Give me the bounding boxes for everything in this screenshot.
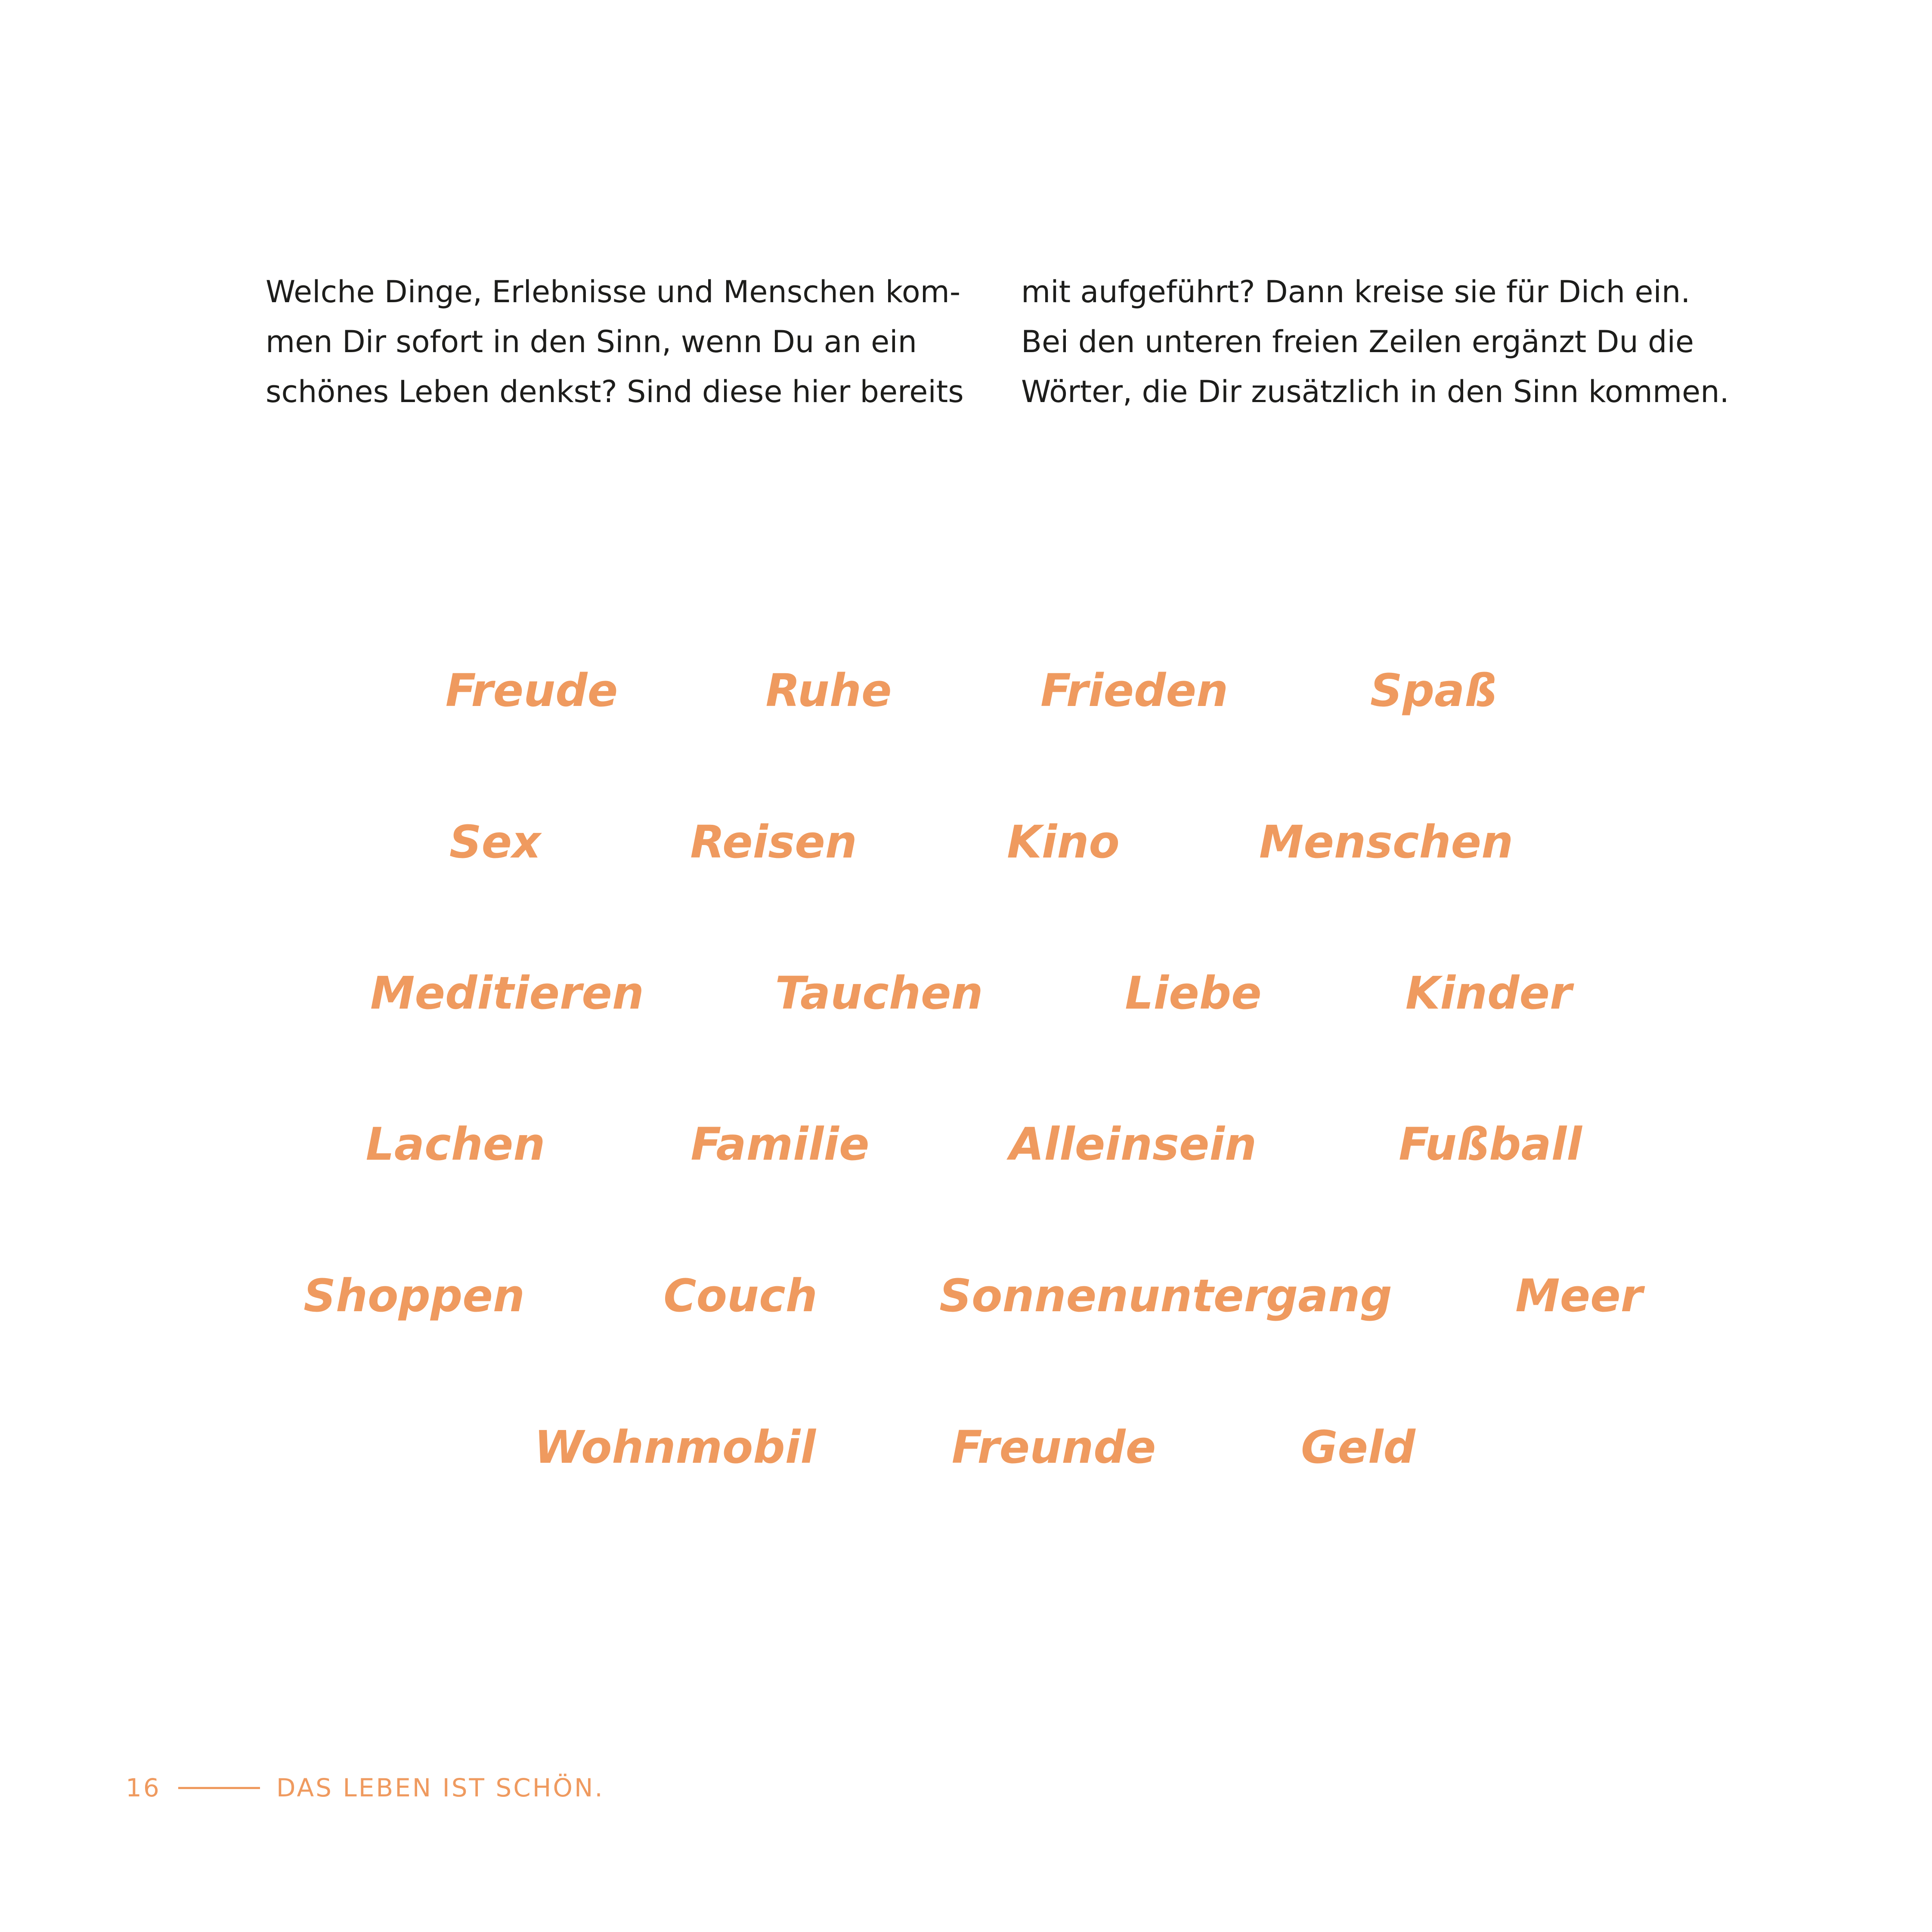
intro-line: mit aufgeführt? Dann kreise sie für Dich ein.: [1021, 274, 1690, 310]
word-item[interactable]: Kino: [1007, 816, 1120, 868]
intro-line: Bei den unteren freien Zeilen ergänzt Du die: [1021, 324, 1694, 359]
word-item[interactable]: Sonnenuntergang: [939, 1269, 1392, 1322]
intro-line: schönes Leben denkst? Sind diese hier bereits: [266, 374, 964, 409]
word-item[interactable]: Alleinsein: [1009, 1118, 1257, 1170]
page-number: 16: [126, 1773, 161, 1802]
word-item[interactable]: Meer: [1515, 1269, 1643, 1322]
word-item[interactable]: Freunde: [951, 1421, 1156, 1474]
word-item[interactable]: Ruhe: [765, 664, 892, 717]
word-item[interactable]: Menschen: [1259, 816, 1514, 868]
word-item[interactable]: Spaß: [1370, 664, 1497, 717]
intro-line: Wörter, die Dir zusätzlich in den Sinn kommen.: [1021, 374, 1729, 409]
running-title: DAS LEBEN IST SCHÖN.: [276, 1773, 604, 1802]
word-item[interactable]: Frieden: [1040, 664, 1229, 717]
page-footer: [126, 1773, 604, 1803]
word-item[interactable]: Couch: [663, 1269, 817, 1322]
footer-divider: [178, 1787, 260, 1789]
word-item[interactable]: Kinder: [1405, 967, 1572, 1019]
word-item[interactable]: Fußball: [1399, 1118, 1582, 1170]
intro-line: men Dir sofort in den Sinn, wenn Du an ein: [266, 324, 917, 359]
intro-line: Welche Dinge, Erlebnisse und Menschen kom-: [266, 274, 961, 310]
word-item[interactable]: Shoppen: [303, 1269, 525, 1322]
word-item[interactable]: Freude: [445, 664, 618, 717]
word-item[interactable]: Geld: [1301, 1421, 1415, 1474]
word-item[interactable]: Familie: [690, 1118, 870, 1170]
word-item[interactable]: Liebe: [1125, 967, 1262, 1019]
word-item[interactable]: Wohnmobil: [534, 1421, 816, 1474]
word-item[interactable]: Reisen: [690, 816, 857, 868]
word-item[interactable]: Meditieren: [370, 967, 644, 1019]
word-item[interactable]: Tauchen: [775, 967, 983, 1019]
word-item[interactable]: Lachen: [365, 1118, 545, 1170]
word-item[interactable]: Sex: [449, 816, 541, 868]
